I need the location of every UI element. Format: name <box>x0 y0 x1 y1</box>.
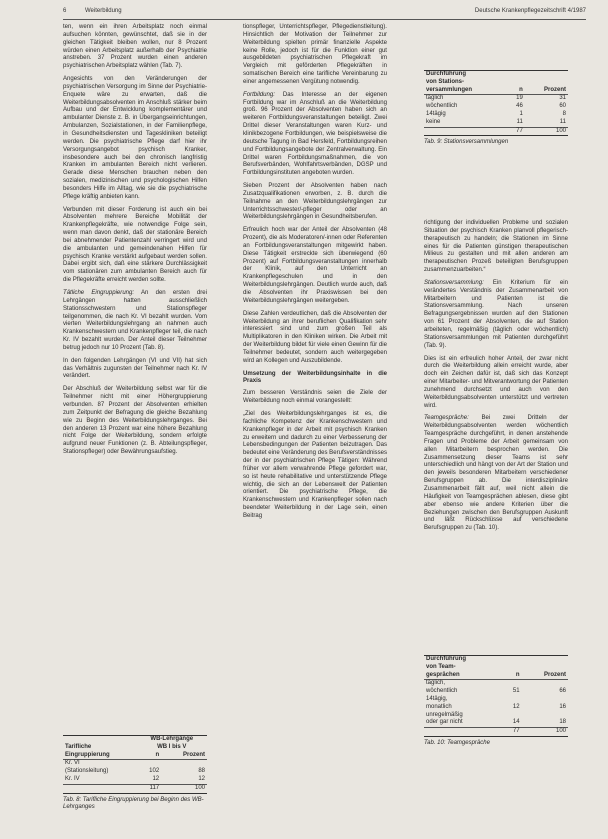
paragraph: Angesichts von den Veränderungen der psychiatrischen Versorgung im Sinne der Psychiatrie-Enquete wäre zu erwarten, daß die Weiterbildungsabsolventen im Anschluß stärker beim Aufbau und der Entwicklung komplementärer und ambulanter Dienste z. B. in Übergangseinrichtungen, Ambulanzen, Sozialstationen, in der Familienpflege, in Gesundheitsdiensten und Tageskliniken beteiligt werden. Die psychiatrische Pflege darf hier ihr Versorgungsangebot psychisch Kranker, insbesondere auch bei den chronisch langfristig Kranken im ambulanten Bereich nicht verlieren. Gerade diese Menschen brauchen neben den sozialen, medizinischen und psychologischen Hilfen besonders Hilfe im Alltag, wie sie die psychiatrische Pflege kräftig anbieten kann. <box>63 76 207 200</box>
table-header-n: n <box>515 671 520 678</box>
table-header: von Team- <box>426 663 456 670</box>
cell: täglich <box>424 95 507 103</box>
cell: 66 <box>559 688 566 695</box>
table-stationsversammlungen <box>424 70 568 147</box>
cell: 14 <box>512 719 520 726</box>
lead-in: Tätliche Eingruppierung: <box>63 290 135 296</box>
paragraph <box>424 280 568 351</box>
lead-in: Stationsversammlung: <box>424 279 484 286</box>
paragraph: Sieben Prozent der Absolventen haben nach Zusatzqualifikationen erworben, z. B. durch die Teilnahme an den Weiterbildungslehrgängen zur Unterrichtsschwester/-pfleger oder an Weiterbildungslehrgängen in Gesundheitsberufen. <box>243 183 387 221</box>
cell: 51 <box>512 688 520 695</box>
paragraph: Zum besseren Verständnis seien die Ziele der Weiterbildung noch einmal vorangestellt: <box>243 390 387 405</box>
table-caption: Tab. 8: Tarifliche Eingruppierung bei Beginn des WB-Lehrganges <box>63 796 204 811</box>
cell: 12 <box>152 775 160 782</box>
table-header: Durchführung <box>426 71 466 77</box>
section-heading: Umsetzung der Weiterbildungsinhalte in die Praxis <box>243 370 387 385</box>
cell: 31 <box>525 95 568 103</box>
table-teamgespraeche <box>424 655 568 748</box>
cell: unregelmäßig <box>426 711 463 718</box>
paragraph-body: Bei zwei Dritteln der Weiterbildungsabsolventen werden wöchentlich Teamgespräche durchgeführt, in denen anstehende Fragen und Probleme der Arbeit gemeinsam von allen Mitarbeitern besprochen werden. Die Zusammensetzung dieser Teams ist sehr unterschiedlich und hängt von der Art der Station und den jeweils besonderen Mitarbeitern verschiedener Berufsgruppen ab. Die interdisziplinäre Zusammenarbeit fällt auf, weil nicht allein die Häufigkeit von Teamgesprächen ablesen, diese gibt aber ebenso wie andere Kriterien über die Beziehungen zwischen den Berufsgruppen Auskunft und läßt Rückschlüsse auf verschiedene Berufsgruppen zu (Tab. 10). <box>424 415 568 532</box>
cell <box>522 712 568 720</box>
table-group-header: WB I bis V <box>157 743 187 750</box>
cell: 46 <box>516 103 523 110</box>
cell-total: 117 <box>137 784 162 792</box>
table-box <box>424 70 568 136</box>
lead-in: Teamgespräche: <box>424 415 469 422</box>
paragraph <box>63 290 207 353</box>
table-header-n: n <box>519 86 523 93</box>
cell: keine <box>426 118 441 125</box>
table-header: Eingruppierung <box>65 751 110 758</box>
cell: 14tägig, <box>426 695 448 702</box>
paragraph: „Ziel des Weiterbildungslehrganges ist es, die fachliche Kompetenz der Krankenschwestern und Krankenpfleger in der Arbeit mit psychisch Kranken zu erweitern und dadurch zu einer Verbesserung der Lebensbedingungen der Patienten beizutragen. Das bedeutet eine Veränderung des Berufsverständnisses der in der psychiatrischen Pflege Tätigen: Während früher vor allem verwahrende Pflege gefordert war, so ist heute rehabilitative und unterstützende Pflege wichtig, die sich an der Lebenswelt der Patienten orientiert. Die psychiatrische Pflege, die Krankenschwestern und Krankenpfleger sollen nach beendeter Weiterbildung in der Lage sein, einen Beitrag <box>243 410 387 519</box>
journal-title: Deutsche Krankenpflegezeitschrift 4/1987 <box>474 8 586 14</box>
cell <box>503 712 522 720</box>
text-column-3 <box>424 220 568 538</box>
data-table <box>63 736 207 793</box>
table-header: Durchführung <box>426 656 466 662</box>
cell: wöchentlich <box>426 103 458 110</box>
paragraph-body: An den ersten drei Lehrgängen hatten ausschließlich Stationsschwestern und Stationspfleger teilgenommen, die nach Kr. VI bezahlt wurden. Vom vierten Weiterbildungslehrgang an nahmen auch Krankenschwestern und Krankenpfleger teil, die nach Kr. IV bezahlt wurden. Der Anteil dieser Teilnehmer betrug jedoch nur 10 Prozent (Tab. 8). <box>63 290 207 351</box>
table-header: Tarifliche <box>65 743 92 750</box>
text-column-2 <box>243 24 387 526</box>
cell: 14tägig <box>426 110 446 117</box>
table-header-n: n <box>155 751 160 758</box>
paragraph: Verbunden mit dieser Forderung ist auch ein bei Absolventen mehrere Bereiche Mobilität der Krankenpflegekräfte, wie notwendige Folge sein, wenn man davon denkt, daß der stationäre Bereich bei abnehmender Patientenzahl verringert wird und die ambulanten und gemeindenahen Hilfen für psychisch Kranke verstärkt aufgebaut werden sollen. Dabei ergibt sich, daß eine stärkere Durchlässigkeit vom stationären zum ambulanten Bereich auch für die Pflegekräfte erreicht werden sollte. <box>63 206 207 284</box>
paragraph: Der Abschluß der Weiterbildung selbst war für die Teilnehmer nicht mit einer Höhergruppierung verbunden. 87 Prozent der Absolventen erhielten zum Zeitpunkt der Befragung die gleiche Bezahlung wie zu Beginn des Weiterbildungslehrganges. Bei den anderen 13 Prozent war eine höhere Bezahlung nicht Folge der Weiterbildung, sondern erfolgte aufgrund neuer Funktionen (z. B. Abteilungspfleger, Stationspfleger) oder Bewährungsaufstieg. <box>63 386 207 456</box>
cell: Kr. IV <box>65 775 80 782</box>
cell: 8 <box>562 110 566 117</box>
cell-total: 100 <box>161 784 207 792</box>
cell: monatlich <box>426 703 452 710</box>
cell-total: 100 <box>525 127 568 135</box>
cell: 11 <box>516 118 523 125</box>
paragraph: Dies ist ein erfreulich hoher Anteil, der zwar nicht durch die Weiterbildung allein erreicht wurde, aber doch ein Zeichen dafür ist, daß sich das Konzept einer Mitarbeiter- und Mitverantwortung der Patienten zunehmend durchsetzt und auch von den Weiterbildungsabsolventen unterstützt und vertreten wird. <box>424 355 568 409</box>
table-header: versammlungen <box>426 86 473 93</box>
cell: 11 <box>559 118 566 125</box>
table-eingruppierung <box>63 735 207 812</box>
cell-total: 77 <box>503 728 522 736</box>
table-caption: Tab. 9: Stationsversammlungen <box>424 139 509 146</box>
table-box <box>424 655 568 737</box>
paragraph: tionspfleger, Unterrichtspfleger, Pflegedienstleitung). Hinsichtlich der Motivation der Teilnehmer zur Weiterbildung spielten primär finanzielle Aspekte keine Rolle, jedoch ist für die Funktion einer gut ausgebildeten psychiatrischen Pflegekraft im Vergleich mit geförderten Pflegekräften in somatischen Bereich eine tarifliche Vereinbarung zu einer angemessenen Vergütung notwendig. <box>243 24 387 85</box>
cell: 60 <box>559 103 566 110</box>
cell: 19 <box>507 95 525 103</box>
table-group-header: WB-Lehrgänge <box>150 736 194 742</box>
cell: 12 <box>512 703 520 710</box>
cell-total: 100 <box>522 728 568 736</box>
cell: (Stationsleitung) <box>65 768 109 775</box>
table-header-pct: Prozent <box>543 86 566 93</box>
text-column-1 <box>63 24 207 462</box>
cell <box>522 696 568 704</box>
cell: 18 <box>559 719 566 726</box>
paragraph: richtigung der individuellen Probleme und sozialen Situation der psychisch Kranken planvoll pflegerisch-therapeutisch zu handeln; die Stationen im Sinne eines für die Patienten günstigen therapeutischen Milieus zu gestalten und mit allen anderen am therapeutischen Prozeß beteiligten Berufsgruppen zusammenzuarbeiten.“ <box>424 220 568 274</box>
paragraph-body: Das Interesse an der eigenen Fortbildung war im Anschluß an die Weiterbildung groß. 96 Prozent der Absolventen haben sich an weiteren Fortbildungsveranstaltungen beteiligt. Zwei Drittel dieser Veranstaltungen waren Kurz- und klinikbezogene Fortbildungen, wie beispielsweise die deutsche Tagung in Bad Hersfeld, Fortbildungsreihen und Fortbildungsangebote der Zentralverwaltung. Ein Drittel waren Fortbildungsmaßnahmen, die von Berufsverbänden, Wohlfahrtsverbänden, DGSP und Fortbildungsinstituten angeboten wurden. <box>243 91 387 177</box>
data-table <box>424 656 568 736</box>
cell: wöchentlich <box>426 688 458 695</box>
paragraph: In den folgenden Lehrgängen (VI und VII) hat sich das Verhältnis zugunsten der Teilnehmer nach Kr. IV verändert. <box>63 357 207 380</box>
paragraph <box>424 415 568 533</box>
paragraph: Diese Zahlen verdeutlichen, daß die Absolventen der Weiterbildung an ihrer beruflichen Qualifikation sehr interessiert sind und zum großen Teil als Multiplikatoren in den Kliniken wirken. Die Arbeit mit der Weiterbildung bildet für viele einen Gewinn für die Teilnehmer bedeutet, sondern auch weitergegeben wird an Kollegen und Auszubildende. <box>243 310 387 364</box>
page-header <box>63 8 586 18</box>
cell <box>161 760 207 768</box>
header-rule <box>63 19 586 20</box>
cell: 102 <box>149 768 160 775</box>
cell: 88 <box>198 768 205 775</box>
cell: 12 <box>198 775 205 782</box>
cell <box>137 760 162 768</box>
lead-in: Fortbildung: <box>243 91 275 98</box>
table-header-pct: Prozent <box>182 751 205 758</box>
data-table <box>424 71 568 135</box>
cell: 16 <box>559 703 566 710</box>
table-header-pct: Prozent <box>543 671 566 678</box>
paragraph: Erfreulich hoch war der Anteil der Absolventen (48 Prozent), die als Moderatoren/-innen oder Referenten an Fortbildungsveranstaltungen mitgewirkt haben. Diese Tätigkeit erstreckte sich überwiegend (60 Prozent) auf Fortbildungsveranstaltungen innerhalb der Klinik, auf den Unterricht an Krankenpflegeschulen und in den Weiterbildungslehrgängen. Deutlich wurde auch, daß die Absolventen ihr Praxiswissen bei den Weiterbildungslehrgängen weitergeben. <box>243 227 387 304</box>
cell: täglich, <box>424 680 503 688</box>
cell: Kr. VI <box>63 760 137 768</box>
cell <box>503 680 522 688</box>
cell: 1 <box>519 110 523 117</box>
cell <box>522 680 568 688</box>
table-header: von Stations- <box>426 78 465 85</box>
paragraph: ten, wenn ein ihren Arbeitsplatz noch einmal aufsuchen könnten, gewünschtet, daß sie in der gleichen Tätigkeit bleiben wollen, nur 8 Prozent würden einen Arbeitsplatz außerhalb der Psychiatrie anstreben. 37 Prozent wurden einen anderen psychiatrischen Arbeitsplatz wählen (Tab. 7). <box>63 24 207 70</box>
paragraph <box>243 92 387 178</box>
cell: oder gar nicht <box>426 719 463 726</box>
table-header: gesprächen <box>426 671 460 678</box>
paragraph-body: Ein Kriterium für ein verändertes Verständnis der Zusammenarbeit von Mitarbeitern und Patienten ist die Stationsversammlung. Nach unseren Befragungsergebnissen wurden auf den Stationen von 61 Prozent der Absolventen, die auf Station arbeiteten, regelmäßig (täglich oder wöchentlich) Stationsversammlungen mit Patienten durchgeführt (Tab. 9). <box>424 279 568 349</box>
page-number: 6 <box>63 8 67 14</box>
section-title: Weiterbildung <box>85 8 122 14</box>
cell-total: 77 <box>507 127 525 135</box>
table-box <box>63 735 207 794</box>
table-caption: Tab. 10: Teamgespräche <box>424 739 490 746</box>
cell <box>503 696 522 704</box>
